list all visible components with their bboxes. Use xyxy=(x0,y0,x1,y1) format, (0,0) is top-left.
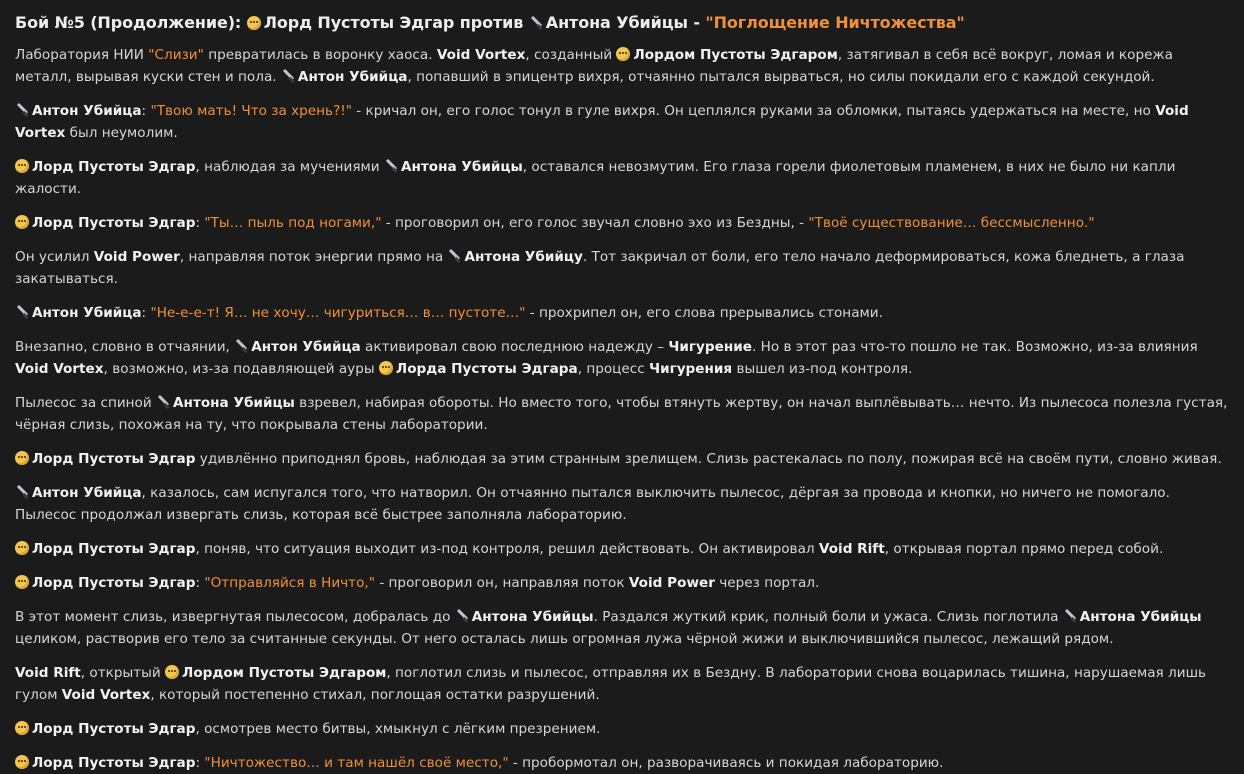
face-icon xyxy=(15,159,29,173)
narration-text: , возможно, из-за подавляющей ауры xyxy=(103,361,379,377)
narration-text: В этот момент слизь, извергнутая пылесосом, добралась до xyxy=(15,609,455,625)
story-paragraph xyxy=(15,662,1228,706)
bold-name: Лорд Пустоты Эдгар xyxy=(32,575,196,591)
face-icon xyxy=(15,215,29,229)
narration-text: : xyxy=(195,755,205,771)
bold-name: Лордом Пустоты Эдгаром xyxy=(182,665,387,681)
knife-icon xyxy=(15,103,29,117)
narration-text: взревел, набирая обороты. Но вместо того, чтобы втянуть жертву, он начал выплёвывать… нечто. Из пылесоса полезла густая, чёрная слизь, похожая на ту, что покрывала стены лаборатории. xyxy=(15,395,1228,433)
knife-icon xyxy=(529,16,543,30)
face-icon xyxy=(247,16,261,30)
narration-text: , направляя поток энергии прямо на xyxy=(179,249,448,265)
knife-icon xyxy=(15,485,29,499)
dialogue-quote: "Ты… пыль под ногами," xyxy=(204,215,382,231)
story-paragraph xyxy=(15,336,1228,380)
dialogue-quote: "Твоё существование… бессмысленно." xyxy=(808,215,1095,231)
title-vs: против xyxy=(459,13,524,32)
face-icon xyxy=(379,361,393,375)
bold-name: Антон Убийца xyxy=(32,485,142,501)
narration-text: . Раздался жуткий крик, полный боли и ужаса. Слизь поглотила xyxy=(593,609,1063,625)
story-paragraph xyxy=(15,302,1228,324)
dialogue-quote: "Не-е-е-т! Я… не хочу… чигуриться… в… пустоте…" xyxy=(150,305,526,321)
story-paragraph xyxy=(15,572,1228,594)
bold-name: Void Rift xyxy=(818,541,885,557)
narration-text: : xyxy=(195,215,205,231)
bold-name: Лорд Пустоты Эдгар xyxy=(32,721,196,737)
bold-name: Void Vortex xyxy=(61,687,151,703)
story-paragraph xyxy=(15,212,1228,234)
knife-icon xyxy=(156,395,170,409)
narration-text: , попавший в эпицентр вихря, отчаянно пытался вырваться, но силы покидали его с каждой секундой. xyxy=(407,69,1155,85)
narration-text: Он усилил xyxy=(15,249,94,265)
story-paragraph xyxy=(15,538,1228,560)
dialogue-quote: "Отправляйся в Ничто," xyxy=(204,575,375,591)
title-anton: Антона Убийцы xyxy=(545,13,688,32)
dialogue-quote: "Твою мать! Что за хрень?!" xyxy=(150,103,352,119)
bold-name: Антон Убийца xyxy=(32,305,142,321)
narration-text: - кричал он, его голос тонул в гуле вихря. Он цеплялся руками за обломки, пытаясь удержаться на месте, но xyxy=(351,103,1156,119)
bold-name: Void Vortex xyxy=(15,103,1189,141)
bold-name: Лорда Пустоты Эдгара xyxy=(395,361,578,377)
narration-text: активировал свою последнюю надежду – xyxy=(360,339,669,355)
title-prefix: Бой №5 (Продолжение): xyxy=(15,13,242,32)
bold-name: Лорд Пустоты Эдгар xyxy=(32,215,196,231)
knife-icon xyxy=(281,69,295,83)
dialogue-quote: "Слизи" xyxy=(148,47,204,63)
narration-text: - проговорил он, его голос звучал словно эхо из Бездны, - xyxy=(381,215,809,231)
bold-name: Лордом Пустоты Эдгаром xyxy=(633,47,838,63)
narration-text: : xyxy=(141,305,151,321)
bold-name: Void Vortex xyxy=(436,47,526,63)
bold-name: Антона Убийцы xyxy=(173,395,295,411)
bold-name: Антона Убийцу xyxy=(464,249,583,265)
bold-name: Лорд Пустоты Эдгар xyxy=(32,451,196,467)
face-icon xyxy=(15,451,29,465)
knife-icon xyxy=(447,249,461,263)
page-title xyxy=(15,6,1228,40)
dialogue-quote: "Ничтожество… и там нашёл своё место," xyxy=(204,755,509,771)
narration-text: , который постепенно стихал, поглощая остатки разрушений. xyxy=(150,687,600,703)
bold-name: Антон Убийца xyxy=(297,69,408,85)
narration-text: , оставался невозмутим. Его глаза горели фиолетовым пламенем, в них не было ни капли жалости. xyxy=(15,159,1176,197)
narration-text: вышел из-под контроля. xyxy=(732,361,913,377)
title-chapter: "Поглощение Ничтожества" xyxy=(705,13,965,32)
narration-text: , процесс xyxy=(577,361,650,377)
narration-text: Пылесос за спиной xyxy=(15,395,157,411)
bold-name: Антона Убийцы xyxy=(1079,609,1202,625)
narration-text: , поглотил слизь и пылесос, отправляя их в Бездну. В лаборатории снова воцарилась тишина, нарушаемая лишь гулом xyxy=(15,665,1207,703)
narration-text: , открывая портал прямо перед собой. xyxy=(884,541,1164,557)
face-icon xyxy=(15,541,29,555)
bold-name: Лорд Пустоты Эдгар xyxy=(32,755,196,771)
narration-text: , поняв, что ситуация выходит из-под контроля, решил действовать. Он активировал xyxy=(195,541,819,557)
story-paragraph xyxy=(15,482,1228,526)
bold-name: Лорд Пустоты Эдгар xyxy=(32,159,196,175)
bold-name: Чигурения xyxy=(649,361,733,377)
story-paragraph xyxy=(15,100,1228,144)
face-icon xyxy=(15,721,29,735)
narration-text: : xyxy=(141,103,151,119)
bold-name: Антон Убийца xyxy=(32,103,142,119)
bold-name: Void Rift xyxy=(15,665,81,681)
face-icon xyxy=(616,47,630,61)
face-icon xyxy=(165,665,179,679)
narration-text: через портал. xyxy=(714,575,820,591)
story-paragraph xyxy=(15,156,1228,200)
bold-name: Void Vortex xyxy=(15,361,104,377)
narration-text: . Тот закричал от боли, его тело начало деформироваться, кожа бледнеть, а глаза закатываться. xyxy=(15,249,1185,287)
bold-name: Антона Убийцы xyxy=(400,159,523,175)
face-icon xyxy=(15,755,29,769)
narration-text: , созданный xyxy=(525,47,617,63)
story-paragraph xyxy=(15,606,1228,650)
title-lord: Лорд Пустоты Эдгар xyxy=(263,13,455,32)
narration-text: , казалось, сам испугался того, что натворил. Он отчаянно пытался выключить пылесос, дёргая за провода и кнопки, но ничего не помогало. Пылесос продолжал извергать слизь, которая всё быстрее заполняла лабораторию. xyxy=(15,485,1170,523)
knife-icon xyxy=(384,159,398,173)
narration-text: Внезапно, словно в отчаянии, xyxy=(15,339,235,355)
story-paragraph xyxy=(15,392,1228,436)
narration-text: , наблюдая за мучениями xyxy=(195,159,384,175)
narration-text: - пробормотал он, разворачиваясь и покидая лабораторию. xyxy=(508,755,944,771)
bold-name: Void Power xyxy=(93,249,180,265)
narration-text: . Но в этот раз что-то пошло не так. Возможно, из-за влияния xyxy=(751,339,1198,355)
narration-text: удивлённо приподнял бровь, наблюдая за этим странным зрелищем. Слизь растекалась по полу, пожирая всё на своём пути, словно живая. xyxy=(195,451,1222,467)
narration-text: , открытый xyxy=(80,665,166,681)
face-icon xyxy=(15,575,29,589)
story-body xyxy=(15,44,1228,774)
narration-text: : xyxy=(195,575,205,591)
knife-icon xyxy=(455,609,469,623)
narration-text: был неумолим. xyxy=(65,125,178,141)
bold-name: Чигурение xyxy=(668,339,752,355)
title-dash: - xyxy=(693,13,700,32)
knife-icon xyxy=(234,339,248,353)
bold-name: Антон Убийца xyxy=(251,339,361,355)
knife-icon xyxy=(1063,609,1077,623)
narration-text: , затягивал в себя всё вокруг, ломая и корежа металл, вырывая куски стен и пола. xyxy=(15,47,1174,85)
story-paragraph xyxy=(15,246,1228,290)
bold-name: Лорд Пустоты Эдгар xyxy=(32,541,196,557)
story-paragraph xyxy=(15,718,1228,740)
story-paragraph xyxy=(15,448,1228,470)
narration-text: - прохрипел он, его слова прерывались стонами. xyxy=(525,305,883,321)
narration-text: превратилась в воронку хаоса. xyxy=(203,47,437,63)
narration-text: , осмотрев место битвы, хмыкнул с лёгким презрением. xyxy=(195,721,601,737)
knife-icon xyxy=(15,305,29,319)
bold-name: Антона Убийцы xyxy=(471,609,594,625)
story-paragraph xyxy=(15,752,1228,774)
narration-text: Лаборатория НИИ xyxy=(15,47,149,63)
story-paragraph xyxy=(15,44,1228,88)
bold-name: Void Power xyxy=(628,575,715,591)
narration-text: - проговорил он, направляя поток xyxy=(375,575,629,591)
narration-text: целиком, растворив его тело за считанные секунды. От него осталась лишь огромная лужа чёрной жижи и выключившийся пылесос, лежащий рядом. xyxy=(15,631,1114,647)
